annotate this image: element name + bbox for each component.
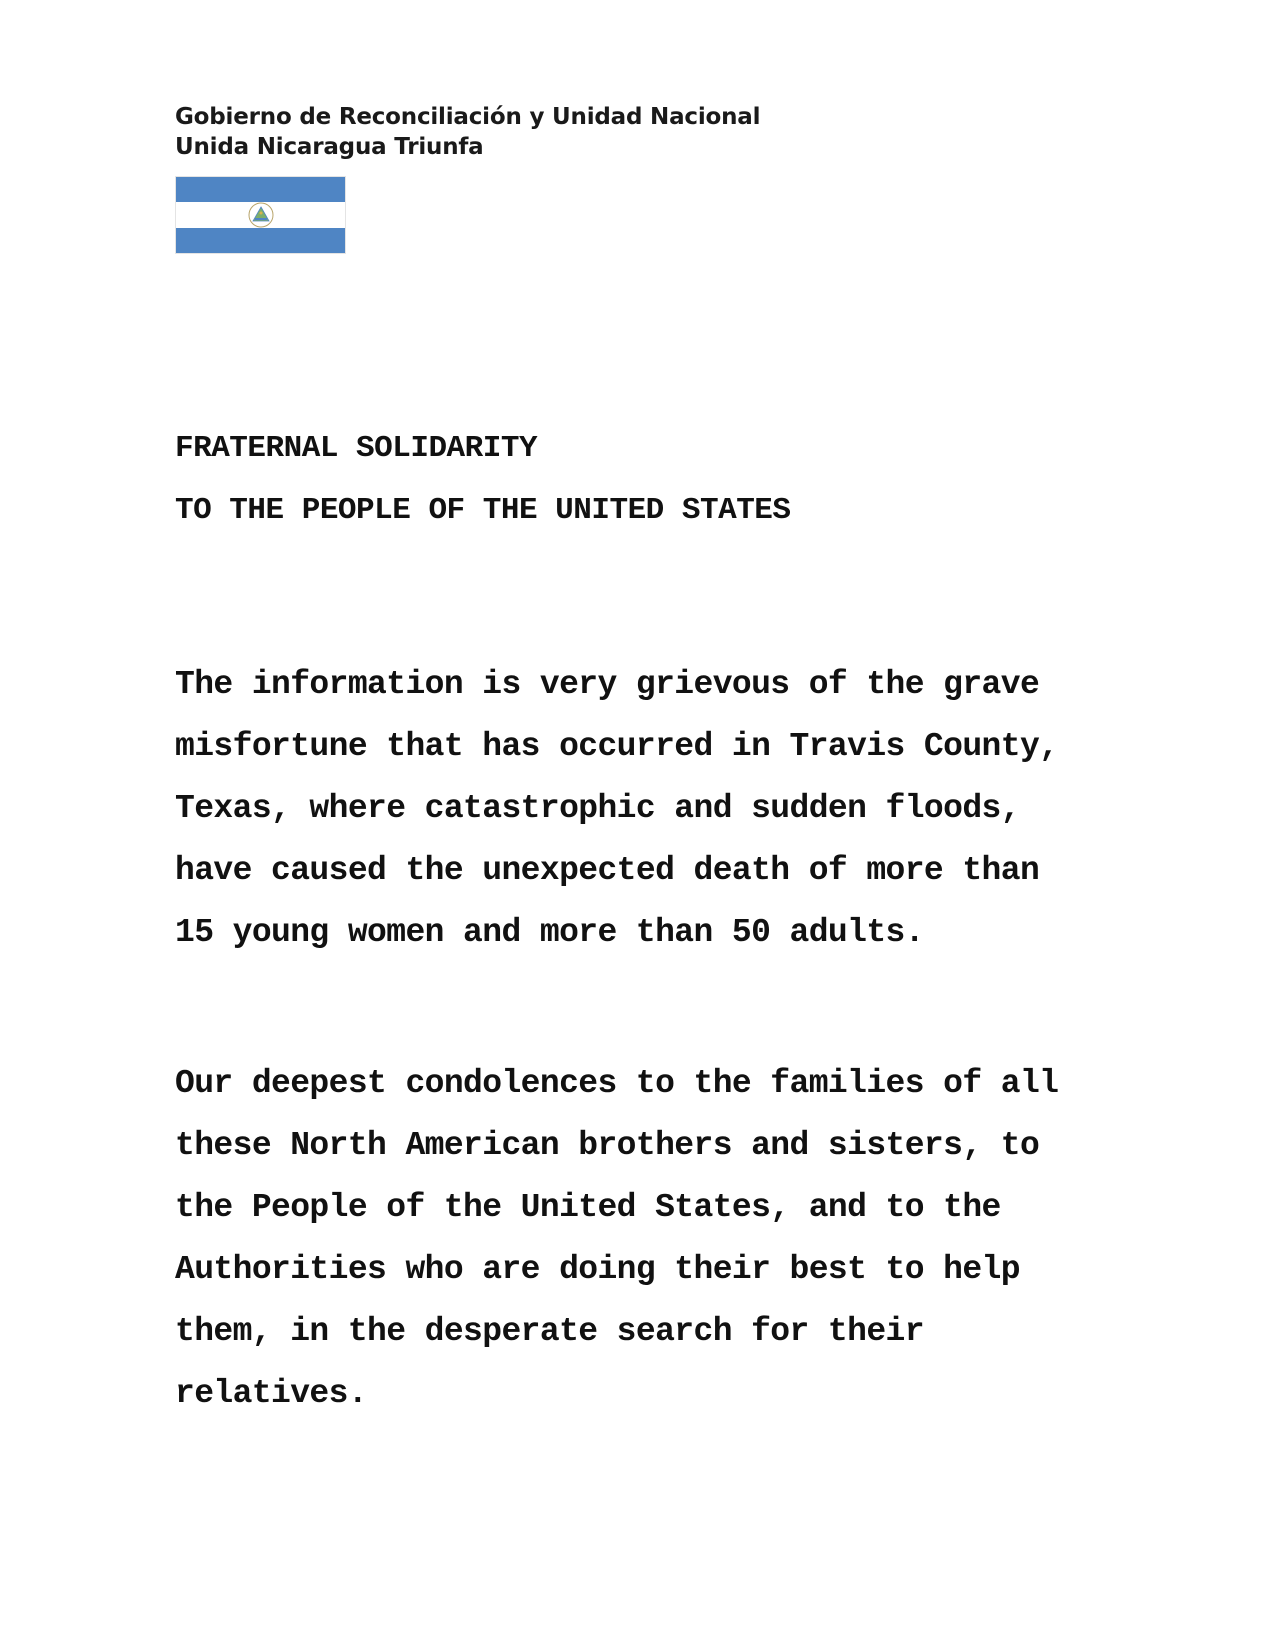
government-name: Gobierno de Reconciliación y Unidad Nacional [175,104,761,130]
paragraph-line: misfortune that has occurred in Travis County, [175,728,1059,765]
document-title [175,418,791,542]
paragraph-line: Our deepest condolences to the families of all [175,1065,1059,1102]
flag-bottom-stripe [176,228,345,253]
paragraph-line: 15 young women and more than 50 adults. [175,914,924,951]
paragraph-line: them, in the desperate search for their [175,1313,924,1350]
flag-middle-stripe [176,202,345,227]
title-line: TO THE PEOPLE OF THE UNITED STATES [175,493,791,528]
slogan: Unida Nicaragua Triunfa [175,134,484,160]
paragraph-condolences [175,1053,1058,1425]
flag-top-stripe [176,177,345,202]
paragraph-line: the People of the United States, and to the [175,1189,1001,1226]
paragraph-line: Texas, where catastrophic and sudden floods, [175,790,1020,827]
paragraph-line: relatives. [175,1375,368,1412]
nicaragua-flag-icon [175,176,346,254]
title-line: FRATERNAL SOLIDARITY [175,431,538,466]
paragraph-line: The information is very grievous of the grave [175,666,1040,703]
paragraph-line: these North American brothers and sisters, to [175,1127,1040,1164]
coat-of-arms-icon [246,202,276,228]
paragraph-news [175,654,1058,964]
letterhead [175,102,760,162]
paragraph-line: Authorities who are doing their best to help [175,1251,1020,1288]
paragraph-line: have caused the unexpected death of more than [175,852,1040,889]
